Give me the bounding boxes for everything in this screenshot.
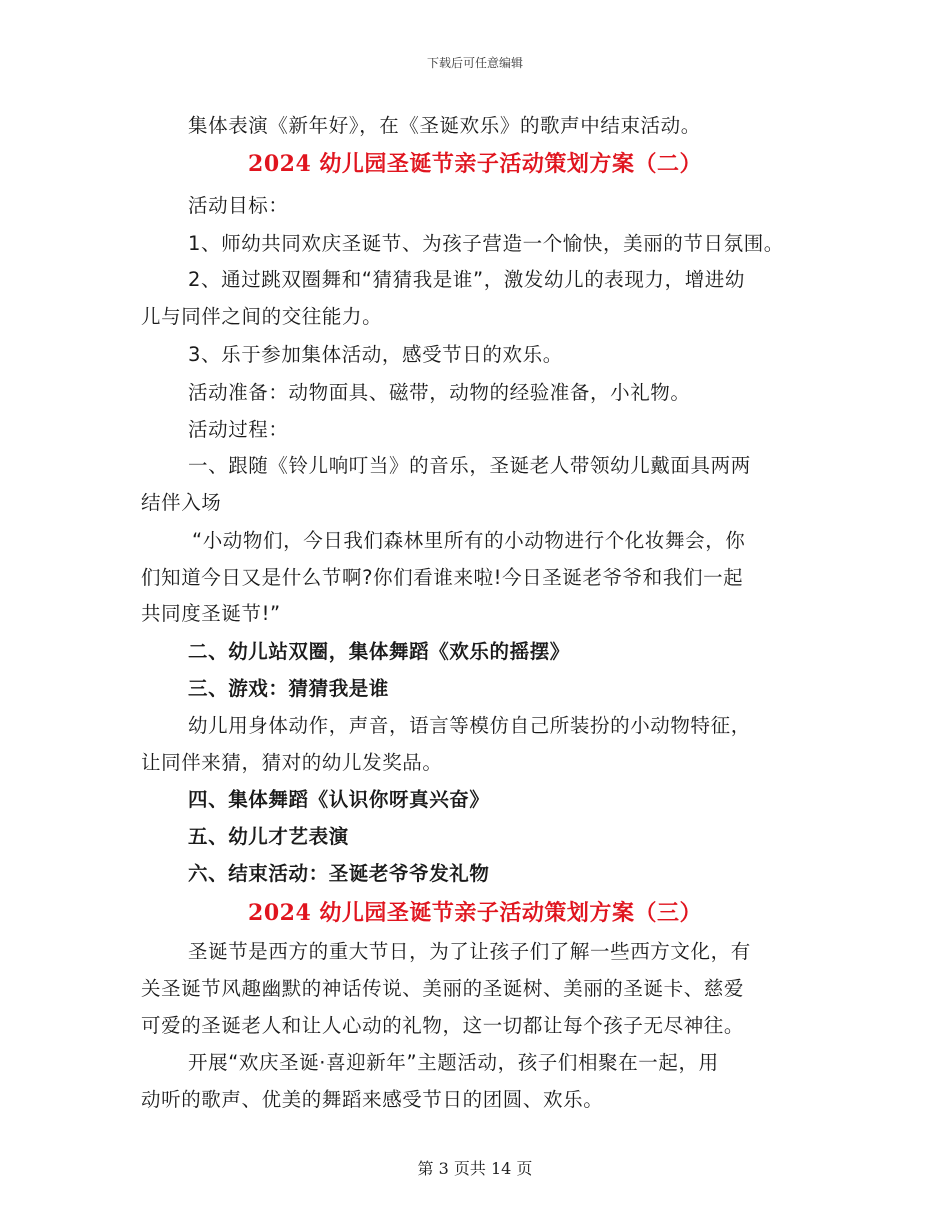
paragraph-line-bold: 六、结束活动：圣诞老爷爷发礼物 [188, 862, 490, 885]
paragraph-line: 1、师幼共同欢庆圣诞节、为孩子营造一个愉快，美丽的节日氛围。 [188, 232, 784, 255]
paragraph-line-bold: 二、幼儿站双圈，集体舞蹈《欢乐的摇摆》 [188, 640, 570, 663]
paragraph-line: 活动目标： [188, 194, 289, 217]
paragraph-line: 3、乐于参加集体活动，感受节日的欢乐。 [188, 343, 563, 366]
paragraph-line: 圣诞节是西方的重大节日，为了让孩子们了解一些西方文化，有 [188, 940, 751, 963]
paragraph-line: “小动物们，今日我们森林里所有的小动物进行个化妆舞会，你 [192, 529, 746, 552]
paragraph-line: 儿与同伴之间的交往能力。 [141, 305, 383, 328]
paragraph-line: 动听的歌声、优美的舞蹈来感受节日的团圆、欢乐。 [141, 1088, 604, 1111]
paragraph-line: 2、通过跳双圈舞和“猜猜我是谁”，激发幼儿的表现力，增进幼 [188, 268, 746, 291]
paragraph-line: 关圣诞节风趣幽默的神话传说、美丽的圣诞树、美丽的圣诞卡、慈爱 [141, 977, 745, 1000]
paragraph-line: 让同伴来猜，猜对的幼儿发奖品。 [141, 751, 443, 774]
paragraph-line: 可爱的圣诞老人和让人心动的礼物，这一切都让每个孩子无尽神往。 [141, 1014, 745, 1037]
paragraph-line: 集体表演《新年好》，在《圣诞欢乐》的歌声中结束活动。 [188, 114, 701, 137]
paragraph-line: 幼儿用身体动作，声音，语言等模仿自己所装扮的小动物特征， [188, 714, 751, 737]
paragraph-line: 结伴入场 [141, 491, 222, 514]
paragraph-line-bold: 四、集体舞蹈《认识你呀真兴奋》 [188, 788, 490, 811]
paragraph-line: 活动过程： [188, 418, 289, 441]
paragraph-line: 开展“欢庆圣诞·喜迎新年”主题活动，孩子们相聚在一起，用 [188, 1051, 719, 1074]
page-footer-note: 第 3 页共 14 页 [417, 1159, 533, 1178]
paragraph-line: 活动准备：动物面具、磁带，动物的经验准备，小礼物。 [188, 381, 691, 404]
paragraph-line: 们知道今日又是什么节啊?你们看谁来啦!今日圣诞老爷爷和我们一起 [141, 566, 744, 589]
paragraph-line: 共同度圣诞节!” [141, 602, 281, 625]
paragraph-line-bold: 五、幼儿才艺表演 [188, 825, 349, 848]
paragraph-line-bold: 三、游戏：猜猜我是谁 [188, 677, 390, 700]
section-title-3: 2024 幼儿园圣诞节亲子活动策划方案（三） [248, 900, 702, 926]
paragraph-line: 一、跟随《铃儿响叮当》的音乐，圣诞老人带领幼儿戴面具两两 [188, 454, 751, 477]
page-header-note: 下载后可任意编辑 [426, 56, 523, 70]
section-title-2: 2024 幼儿园圣诞节亲子活动策划方案（二） [248, 151, 702, 177]
